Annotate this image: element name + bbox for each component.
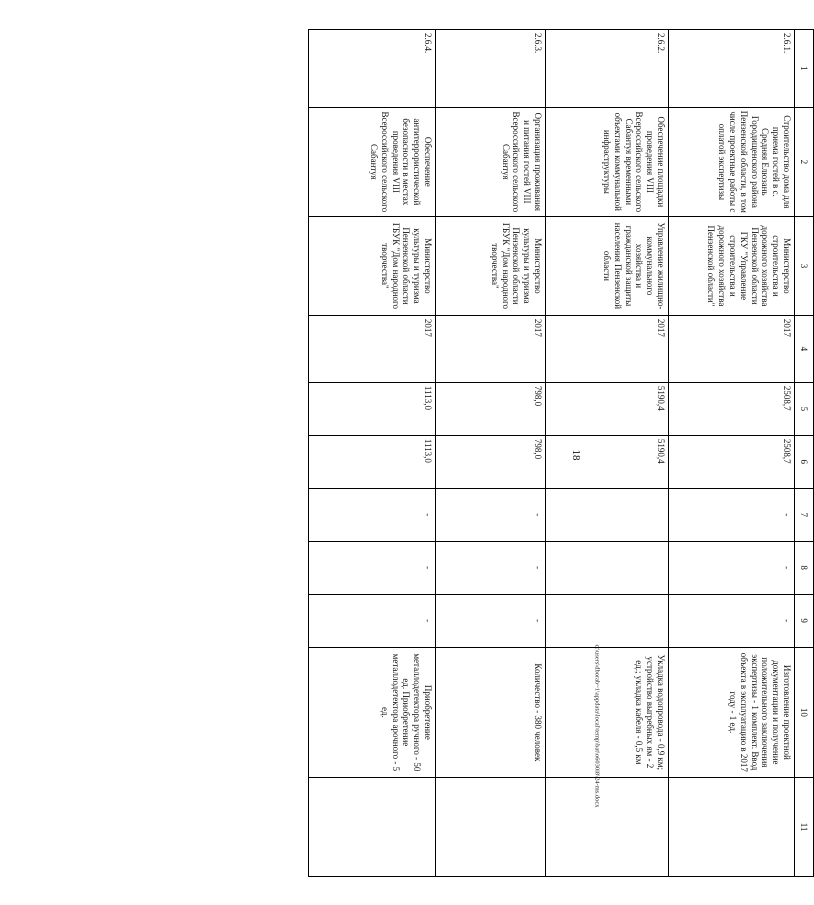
row-number: 2.6.3. (436, 30, 546, 108)
header-cell: 4 (795, 315, 814, 382)
budget-amount: 5190,4 (546, 435, 669, 488)
total-amount: 2508,7 (669, 382, 795, 435)
header-cell: 3 (795, 217, 814, 316)
year: 2017 (309, 315, 436, 382)
table-row (309, 30, 436, 877)
expected-result: Укладка водопровода - 0,9 км; устройство выгребных ям - 2 ед.; укладка кабеля - 0,5 км (546, 647, 669, 778)
col9-value: - (309, 594, 436, 647)
col8-value (546, 541, 669, 594)
executor: Министерство культуры и туризма Пензенской области ГБУК "Дом народного творчества" (436, 217, 546, 316)
col11-value (546, 778, 669, 877)
header-cell: 5 (795, 382, 814, 435)
col8-value: - (309, 541, 436, 594)
year: 2017 (436, 315, 546, 382)
budget-amount: 798,0 (436, 435, 546, 488)
header-cell: 9 (795, 594, 814, 647)
col7-value: - (309, 488, 436, 541)
program-table-container (314, 29, 814, 877)
expected-result: Приобретение металлодетектора ручного - 50 ед. Приобретение металлодетектора арочного - 5 ед. (309, 647, 436, 778)
budget-amount: 1113,0 (309, 435, 436, 488)
total-amount: 798,0 (436, 382, 546, 435)
activity-name: Организация проживания и питания гостей VIII Всероссийского сельского Сабантуя (436, 107, 546, 216)
budget-amount: 2508,7 (669, 435, 795, 488)
total-amount: 5190,4 (546, 382, 669, 435)
total-amount: 1113,0 (309, 382, 436, 435)
header-cell: 2 (795, 107, 814, 216)
col9-value: - (669, 594, 795, 647)
executor: Управление жилищно-коммунального хозяйства и гражданской защиты населения Пензенской области (546, 217, 669, 316)
col9-value: - (436, 594, 546, 647)
activity-name: Обеспечение площадки проведения VIII Всероссийского сельского Сабантуя временными объектами коммунальной инфраструктуры (546, 107, 669, 216)
executor: Министерство строительства и дорожного хозяйства Пензенской области ГКУ "Управление строительства и дорожного хозяйства Пензенской области" (669, 217, 795, 316)
header-cell: 8 (795, 541, 814, 594)
table-row (669, 30, 795, 877)
row-number: 2.6.4. (309, 30, 436, 108)
expected-result: Изготовление проектной документации и получение положительного заключения экспертизы - 1 комплект. Ввод объекта в эксплуатацию в 2017 году - 1 ед. (669, 647, 795, 778)
header-cell: 10 (795, 647, 814, 778)
header-cell: 1 (795, 30, 814, 108)
col11-value (436, 778, 546, 877)
col11-value (309, 778, 436, 877)
expected-result: Количество - 380 человек (436, 647, 546, 778)
file-path-footer: c:\users\dborab~1\appdata\local\temp\bat\o6030i8\24-ms.docx (593, 644, 601, 808)
col7-value: - (669, 488, 795, 541)
row-number: 2.6.1. (669, 30, 795, 108)
col8-value: - (436, 541, 546, 594)
col8-value: - (669, 541, 795, 594)
col7-value (546, 488, 669, 541)
program-table (308, 29, 814, 877)
col11-value (669, 778, 795, 877)
page-number: 18 (570, 449, 582, 461)
header-cell: 11 (795, 778, 814, 877)
year: 2017 (546, 315, 669, 382)
year: 2017 (669, 315, 795, 382)
header-row (795, 30, 814, 877)
executor: Министерство культуры и туризма Пензенской области ГБУК "Дом народного творчества" (309, 217, 436, 316)
header-cell: 6 (795, 435, 814, 488)
table-row (546, 30, 669, 877)
table-row (436, 30, 546, 877)
activity-name: Строительство дома для приема гостей в с. Средняя Елюзань Городищенского района Пензенской области, в том числе проектные работы с оплатой экспертизы (669, 107, 795, 216)
row-number: 2.6.2. (546, 30, 669, 108)
activity-name: Обеспечение антитеррористической безопасности в местах проведения VIII Всероссийского сельского Сабантуя (309, 107, 436, 216)
header-cell: 7 (795, 488, 814, 541)
col9-value (546, 594, 669, 647)
col7-value: - (436, 488, 546, 541)
